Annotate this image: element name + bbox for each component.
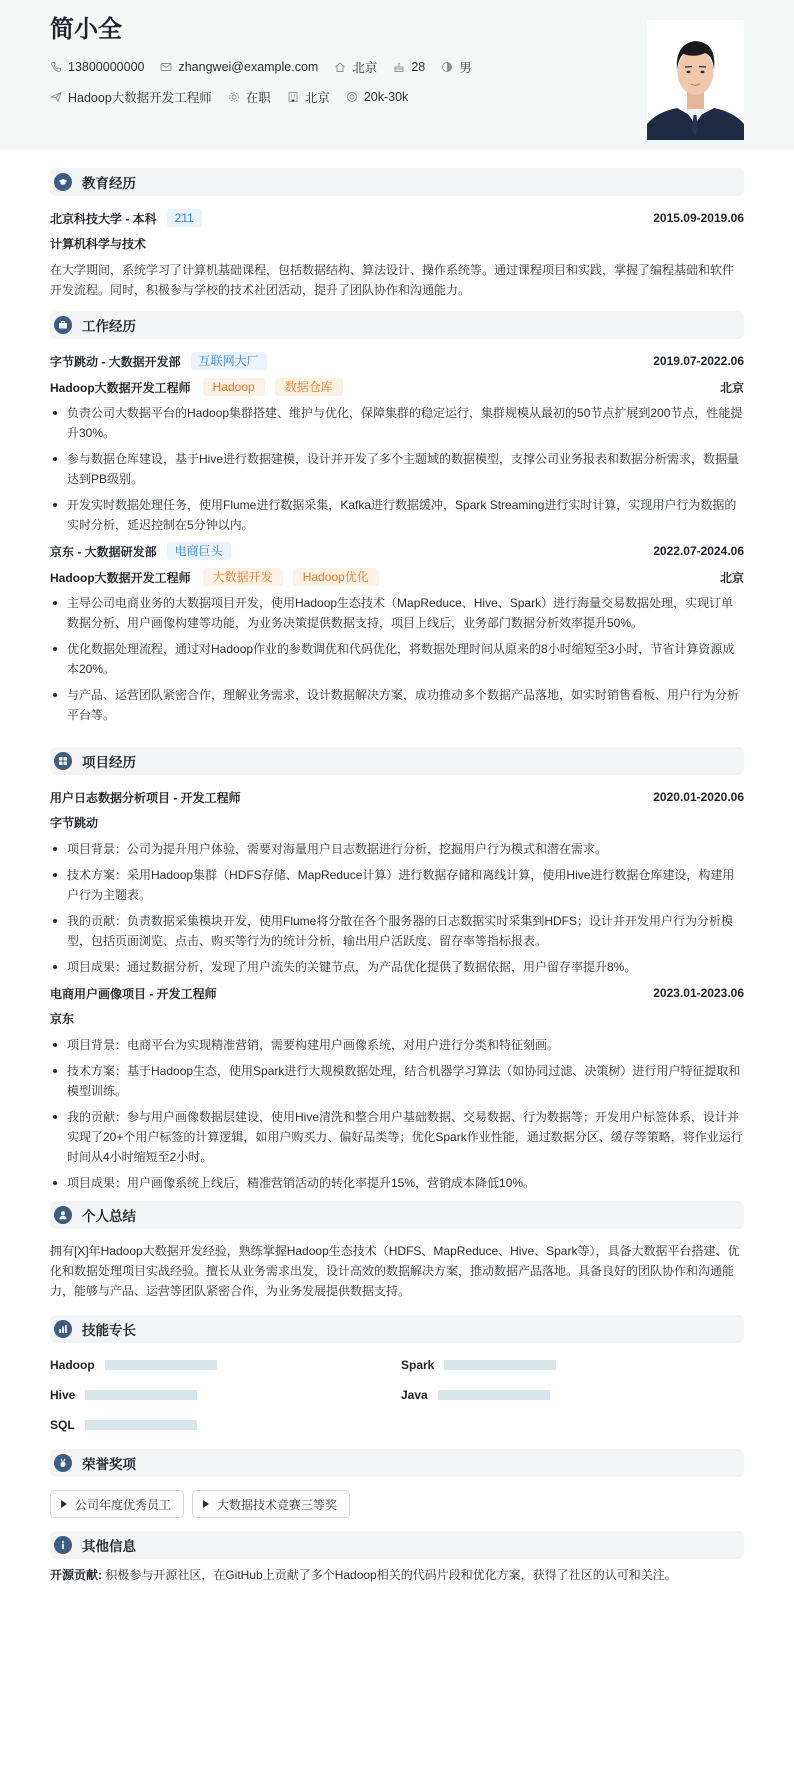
company-tag: 电商巨头 (167, 542, 231, 560)
list-item: 负责公司大数据平台的Hadoop集群搭建、维护与优化，保障集群的稳定运行，集群规模从最初的50节点扩展到200节点，性能提升30%。 (50, 403, 744, 443)
profile-photo (647, 20, 744, 140)
list-item: 开发实时数据处理任务，使用Flume进行数据采集，Kafka进行数据缓冲，Spark Streaming进行实时计算，实现用户行为数据的实时分析，延迟控制在5分钟以内。 (50, 495, 744, 535)
project-item-header (50, 787, 744, 807)
city-value: 北京 (352, 61, 378, 75)
work-bullets (50, 593, 744, 725)
gender-value: 男 (459, 61, 472, 75)
age-value: 28 (411, 60, 426, 74)
company-name: 字节跳动 - 大数据开发部 (50, 354, 181, 369)
work-location: 北京 (719, 570, 744, 585)
skill-item (50, 1417, 401, 1433)
skill-tag: Hadoop优化 (293, 568, 379, 586)
work-role-row (50, 567, 744, 587)
list-item: 项目背景：电商平台为实现精准营销，需要构建用户画像系统，对用户进行分类和特征刻画。 (50, 1035, 744, 1055)
summary-section-header (50, 1201, 744, 1229)
list-item: 参与数据仓库建设，基于Hive进行数据建模，设计并开发了多个主题域的数据模型，支撑公司业务报表和数据分析需求，数据量达到PB级别。 (50, 449, 744, 489)
contact-row (50, 58, 744, 76)
award-label: 公司年度优秀员工 (75, 1497, 172, 1512)
skill-item (401, 1357, 750, 1373)
project-name: 电商用户画像项目 - 开发工程师 (50, 986, 217, 1001)
email-icon (160, 61, 172, 73)
project-org: 字节跳动 (50, 816, 99, 830)
skill-item (50, 1357, 401, 1373)
project-bullets (50, 1035, 744, 1193)
work-location: 北京 (719, 380, 744, 395)
building-icon (287, 91, 299, 103)
status-value: 在职 (245, 91, 271, 105)
project-date: 2020.01-2020.06 (653, 790, 744, 804)
candidate-name: 简小全 (50, 16, 122, 43)
status-item (228, 88, 271, 106)
major: 计算机科学与技术 (50, 237, 147, 251)
project-section-header (50, 747, 744, 775)
skill-bar (85, 1390, 197, 1400)
list-item: 技术方案：采用Hadoop集群（HDFS存储、MapReduce计算）进行数据存储和离线计算，使用Hive进行数据仓库建设，构建用户行为主题表。 (50, 865, 744, 905)
project-name: 用户日志数据分析项目 - 开发工程师 (50, 790, 241, 805)
work-bullets (50, 403, 744, 535)
job-intent-row (50, 88, 744, 106)
awards-list (50, 1490, 744, 1518)
skill-item (401, 1387, 750, 1403)
email-value: zhangwei@example.com (178, 60, 319, 74)
coin-icon (346, 91, 358, 103)
salary-item (346, 90, 408, 104)
summary-text: 拥有[X]年Hadoop大数据开发经验，熟练掌握Hadoop生态技术（HDFS、MapReduce、Hive、Spark等），具备大数据平台搭建、优化和数据处理项目实战经验。擅长从业务需求出发，设计高效的数据解决方案，推动数据产品落地。具备良好的团队协作和沟通能力，能够与产品、运营等团队紧密合作，为业务发展提供数据支持。 (50, 1244, 740, 1298)
list-item: 我的贡献：负责数据采集模块开发，使用Flume将分散在各个服务器的日志数据实时采集到HDFS；设计并开发用户行为分析模型，包括页面浏览、点击、购买等行为的统计分析，输出用户活跃度、留存率等指标报表。 (50, 911, 744, 951)
skill-bar (444, 1360, 556, 1370)
skill-item (50, 1387, 401, 1403)
job-title: Hadoop大数据开发工程师 (50, 380, 191, 395)
education-title: 教育经历 (82, 176, 136, 191)
school-name: 北京科技大学 - 本科 (50, 211, 157, 226)
work-section-header (50, 311, 744, 339)
gear-icon (228, 91, 240, 103)
skills-grid (50, 1357, 744, 1433)
award-chip (192, 1490, 350, 1518)
salary-value: 20k-30k (363, 90, 409, 104)
email-item (160, 60, 318, 74)
skill-name: SQL (50, 1418, 75, 1432)
award-chip (50, 1490, 184, 1518)
skill-bar (438, 1390, 550, 1400)
city-item (334, 58, 377, 76)
play-icon (203, 1500, 209, 1508)
education-item-header (50, 208, 744, 228)
info-icon (54, 1536, 72, 1554)
skill-name: Hadoop (50, 1358, 95, 1372)
work-date: 2019.07-2022.06 (653, 354, 744, 368)
target-city-value: 北京 (304, 91, 330, 105)
skill-name: Hive (50, 1388, 76, 1402)
list-item: 项目成果：用户画像系统上线后，精准营销活动的转化率提升15%，营销成本降低10%。 (50, 1173, 744, 1193)
other-section-header (50, 1531, 744, 1559)
cake-icon (393, 61, 405, 73)
list-item: 我的贡献：参与用户画像数据层建设，使用Hive清洗和整合用户基础数据、交易数据、行为数据等；开发用户标签体系，设计并实现了20+个用户标签的计算逻辑，如用户购买力、偏好品类等；优化Spark作业性能，通过数据分区、缓存等策略，将作业运行时间从4小时缩短至2小时。 (50, 1107, 744, 1167)
list-item: 项目成果：通过数据分析，发现了用户流失的关键节点，为产品优化提供了数据依据，用户留存率提升8%。 (50, 957, 744, 977)
list-item: 与产品、运营团队紧密合作，理解业务需求，设计数据解决方案，成功推动多个数据产品落地，如实时销售看板、用户行为分析平台等。 (50, 685, 744, 725)
summary-title: 个人总结 (82, 1209, 136, 1224)
education-icon (54, 173, 72, 191)
phone-value: 13800000000 (68, 60, 145, 74)
other-text: 积极参与开源社区，在GitHub上贡献了多个Hadoop相关的代码片段和优化方案，获得了社区的认可和关注。 (105, 1568, 677, 1582)
person-icon (54, 1206, 72, 1224)
job-title: Hadoop大数据开发工程师 (50, 570, 191, 585)
list-item: 技术方案：基于Hadoop生态，使用Spark进行大规模数据处理，结合机器学习算法（如协同过滤、决策树）进行用户特征提取和模型训练。 (50, 1061, 744, 1101)
other-label: 开源贡献: (50, 1568, 102, 1582)
skill-tag: Hadoop (203, 378, 265, 396)
phone-item (50, 60, 144, 74)
education-desc: 在大学期间，系统学习了计算机基础课程，包括数据结构、算法设计、操作系统等。通过课程项目和实践，掌握了编程基础和软件开发流程。同时，积极参与学校的技术社团活动，提升了团队协作和沟通能力。 (50, 263, 735, 297)
skills-title: 技能专长 (82, 1323, 136, 1338)
skill-tag: 大数据开发 (203, 568, 283, 586)
age-item (393, 60, 425, 74)
work-item-header (50, 351, 744, 371)
position-item (50, 88, 212, 106)
school-tag: 211 (167, 209, 202, 227)
target-city-item (287, 88, 330, 106)
project-bullets (50, 839, 744, 977)
work-title: 工作经历 (82, 319, 136, 334)
medal-icon (54, 1454, 72, 1472)
briefcase-icon (54, 316, 72, 334)
gender-item (441, 58, 472, 76)
awards-title: 荣誉奖项 (82, 1457, 136, 1472)
company-tag: 互联网大厂 (191, 352, 267, 370)
skills-section-header (50, 1315, 744, 1343)
project-title: 项目经历 (82, 755, 136, 770)
project-item-header (50, 983, 744, 1003)
send-icon (50, 91, 62, 103)
other-info (50, 1565, 744, 1585)
home-icon (334, 61, 346, 73)
education-date: 2015.09-2019.06 (653, 211, 744, 225)
grid-icon (54, 752, 72, 770)
project-date: 2023.01-2023.06 (653, 986, 744, 1000)
skill-name: Java (401, 1388, 428, 1402)
skill-tag: 数据仓库 (275, 378, 343, 396)
company-name: 京东 - 大数据研发部 (50, 544, 157, 559)
work-date: 2022.07-2024.06 (653, 544, 744, 558)
resume-header (0, 0, 794, 150)
skill-bar (105, 1360, 217, 1370)
work-role-row (50, 377, 744, 397)
skill-name: Spark (401, 1358, 435, 1372)
list-item: 优化数据处理流程，通过对Hadoop作业的参数调优和代码优化，将数据处理时间从原来的8小时缩短至3小时，节省计算资源成本20%。 (50, 639, 744, 679)
list-item: 项目背景：公司为提升用户体验，需要对海量用户日志数据进行分析，挖掘用户行为模式和潜在需求。 (50, 839, 744, 859)
project-org: 京东 (50, 1012, 75, 1026)
position-value: Hadoop大数据开发工程师 (68, 91, 212, 105)
play-icon (61, 1500, 67, 1508)
other-title: 其他信息 (82, 1539, 136, 1554)
work-item-header (50, 541, 744, 561)
phone-icon (50, 61, 62, 73)
education-section-header (50, 168, 744, 196)
awards-section-header (50, 1449, 744, 1477)
award-label: 大数据技术竞赛三等奖 (217, 1497, 338, 1512)
chart-icon (54, 1320, 72, 1338)
gender-icon (441, 61, 453, 73)
skill-bar (85, 1420, 197, 1430)
list-item: 主导公司电商业务的大数据项目开发，使用Hadoop生态技术（MapReduce、Hive、Spark）进行海量交易数据处理，实现订单数据分析、用户画像构建等功能，为业务决策提供数据支持，项目上线后，业务部门数据分析效率提升50%。 (50, 593, 744, 633)
